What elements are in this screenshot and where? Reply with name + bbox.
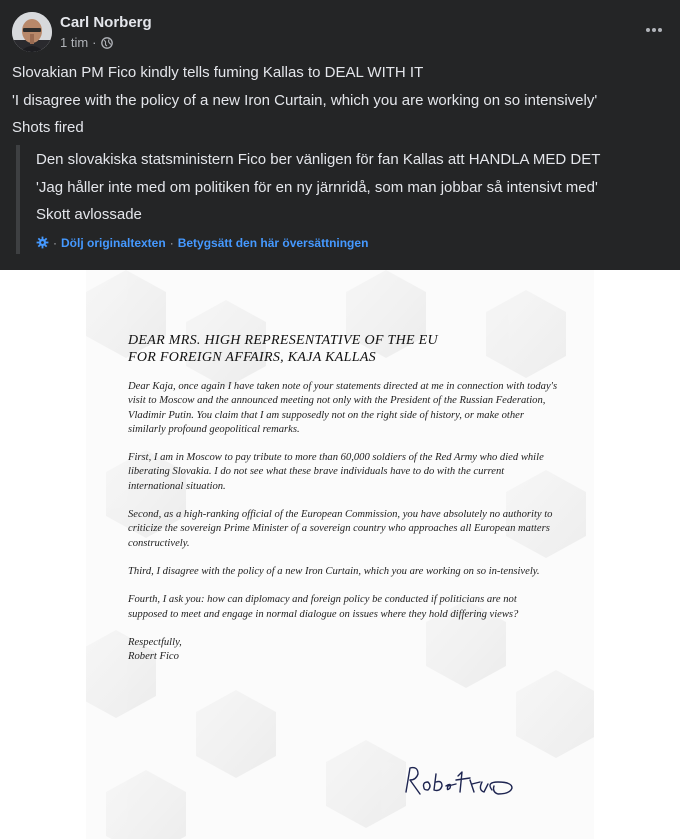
- meta-separator: ·: [92, 35, 97, 50]
- link-separator: ·: [169, 235, 174, 250]
- letter-title-line: FOR FOREIGN AFFAIRS, KAJA KALLAS: [128, 350, 376, 365]
- letter-paragraph: Third, I disagree with the policy of a new Iron Curtain, which you are working on so in-tensively.: [128, 565, 540, 577]
- settings-icon[interactable]: [36, 236, 49, 249]
- translation-block: [16, 145, 666, 254]
- post-line: Shots fired: [12, 119, 84, 136]
- letter-closing: [128, 636, 558, 665]
- post-line: Slovakian PM Fico kindly tells fuming Kallas to DEAL WITH IT: [12, 64, 424, 81]
- letter-paragraph: Fourth, I ask you: how can diplomacy and foreign policy be conducted if politicians are not supposed to meet and engage in normal dialogue on issues where they hold differing views?: [128, 594, 519, 620]
- link-separator: ·: [53, 235, 57, 250]
- letter-title-line: DEAR MRS. HIGH REPRESENTATIVE OF THE EU: [128, 333, 438, 348]
- translation-links: [36, 236, 666, 250]
- translation-line: 'Jag håller inte med om politiken för en ny järnridå, som man jobbar så intensivt med': [36, 178, 598, 196]
- hide-original-link[interactable]: Dölj originaltexten: [61, 235, 166, 250]
- letter-title: [128, 332, 558, 366]
- letter-paragraph: Dear Kaja, once again I have taken note of your statements directed at me in connection with today's visit to Moscow and the announced meeting not only with the President of the Russian Federation, Vladimir Putin. You claim that I am supposedly not on the right side of history, or make other similarly profound geopolitical remarks.: [128, 381, 558, 435]
- author-name[interactable]: Carl Norberg: [60, 14, 152, 31]
- post-time[interactable]: 1 tim: [60, 35, 89, 50]
- letter-content: [128, 332, 558, 664]
- post-image[interactable]: [0, 270, 680, 839]
- post-line: 'I disagree with the policy of a new Iron Curtain, which you are working on so intensively': [12, 91, 598, 109]
- globe-icon[interactable]: [101, 37, 113, 49]
- post-header: [0, 0, 680, 60]
- rate-translation-link[interactable]: Betygsätt den här översättningen: [177, 235, 369, 250]
- signature-image: [400, 760, 530, 810]
- signer-name: Robert Fico: [128, 651, 179, 663]
- translation-line: Den slovakiska statsministern Fico ber vänligen för fan Kallas att HANDLA MED DET: [36, 151, 601, 168]
- avatar-image: [12, 12, 52, 52]
- translation-line: Skott avlossade: [36, 206, 142, 223]
- letter-paragraph: Second, as a high-ranking official of the European Commission, you have absolutely no authority to criticize the sovereign Prime Minister of a sovereign country who approaches all European matters constructively.: [128, 509, 553, 549]
- closing-text: Respectfully,: [128, 636, 182, 648]
- more-options-button[interactable]: [642, 18, 666, 42]
- avatar[interactable]: [12, 12, 52, 52]
- letter-paragraph: First, I am in Moscow to pay tribute to more than 60,000 soldiers of the Red Army who died while liberating Slovakia. I do not see what these brave individuals have to do with the current international situation.: [128, 452, 544, 492]
- post-text: [12, 60, 668, 143]
- more-horizontal-icon: [645, 27, 663, 33]
- post-meta: [60, 35, 113, 50]
